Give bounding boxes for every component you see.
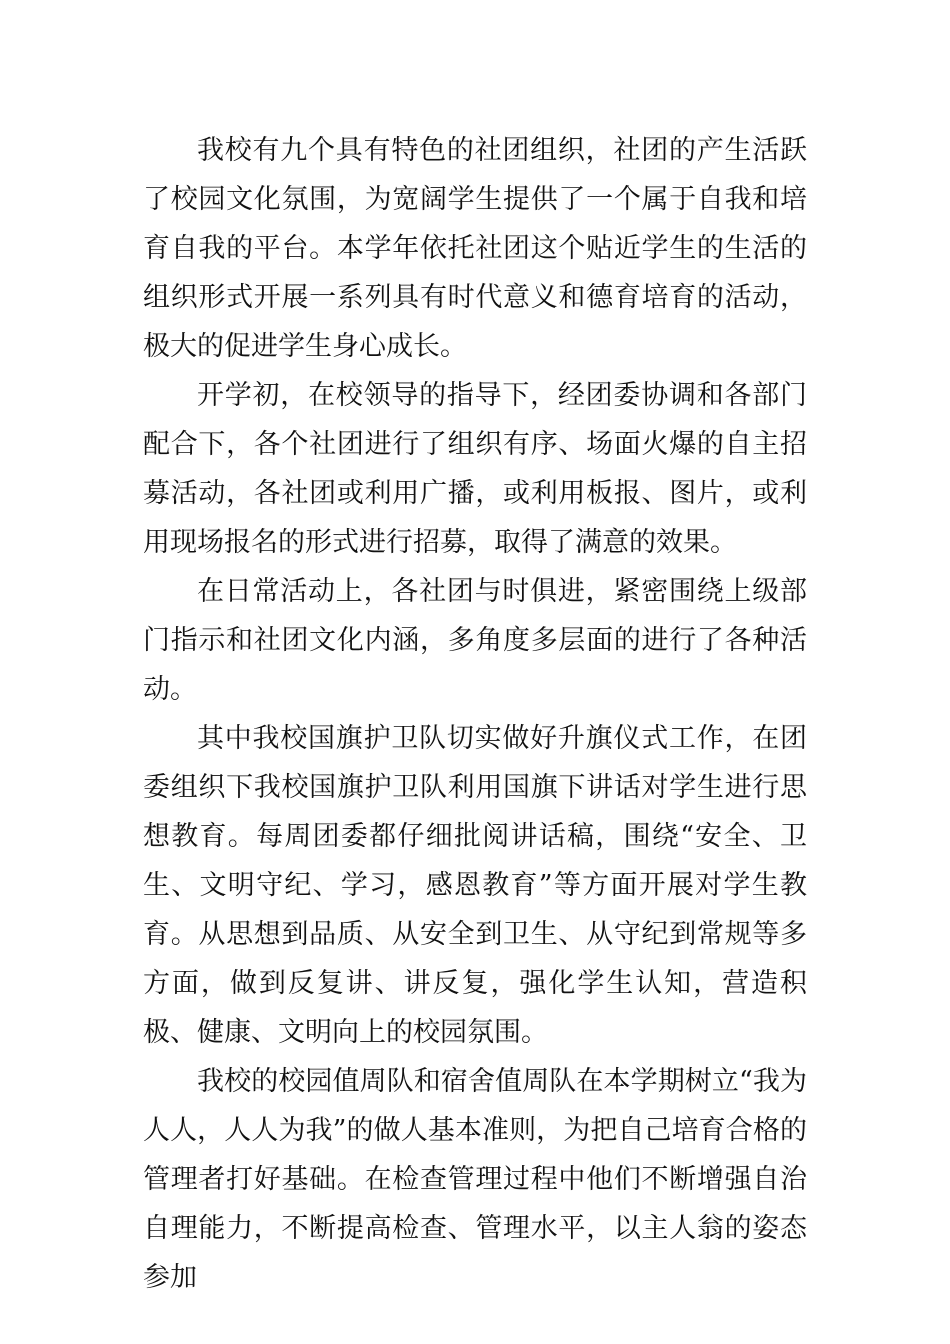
paragraph-4: 其中我校国旗护卫队切实做好升旗仪式工作，在团委组织下我校国旗护卫队利用国旗下讲话对学生进行思想教育。每周团委都仔细批阅讲话稿，围绕“安全、卫生、文明守纪、学习，感恩教育”等方面开展对学生教育。从思想到品质、从安全到卫生、从守纪到常规等多方面，做到反复讲、讲反复，强化学生认知，营造积极、健康、文明向上的校园氛围。 [143, 723, 807, 1048]
paragraph-2: 开学初，在校领导的指导下，经团委协调和各部门配合下，各个社团进行了组织有序、场面火爆的自主招募活动，各社团或利用广播，或利用板报、图片，或利用现场报名的形式进行招募，取得了满意的效果。 [143, 380, 807, 558]
paragraph-1: 我校有九个具有特色的社团组织，社团的产生活跃了校园文化氛围，为宽阔学生提供了一个属于自我和培育自我的平台。本学年依托社团这个贴近学生的生活的组织形式开展一系列具有时代意义和德育培育的活动，极大的促进学生身心成长。 [143, 135, 807, 362]
document-body [143, 126, 807, 1302]
paragraph-3: 在日常活动上，各社团与时俱进，紧密围绕上级部门指示和社团文化内涵，多角度多层面的进行了各种活动。 [143, 576, 807, 705]
paragraph-5: 我校的校园值周队和宿舍值周队在本学期树立“我为人人，人人为我”的做人基本准则，为把自己培育合格的管理者打好基础。在检查管理过程中他们不断增强自治自理能力，不断提高检查、管理水平，以主人翁的姿态参加 [143, 1066, 807, 1293]
